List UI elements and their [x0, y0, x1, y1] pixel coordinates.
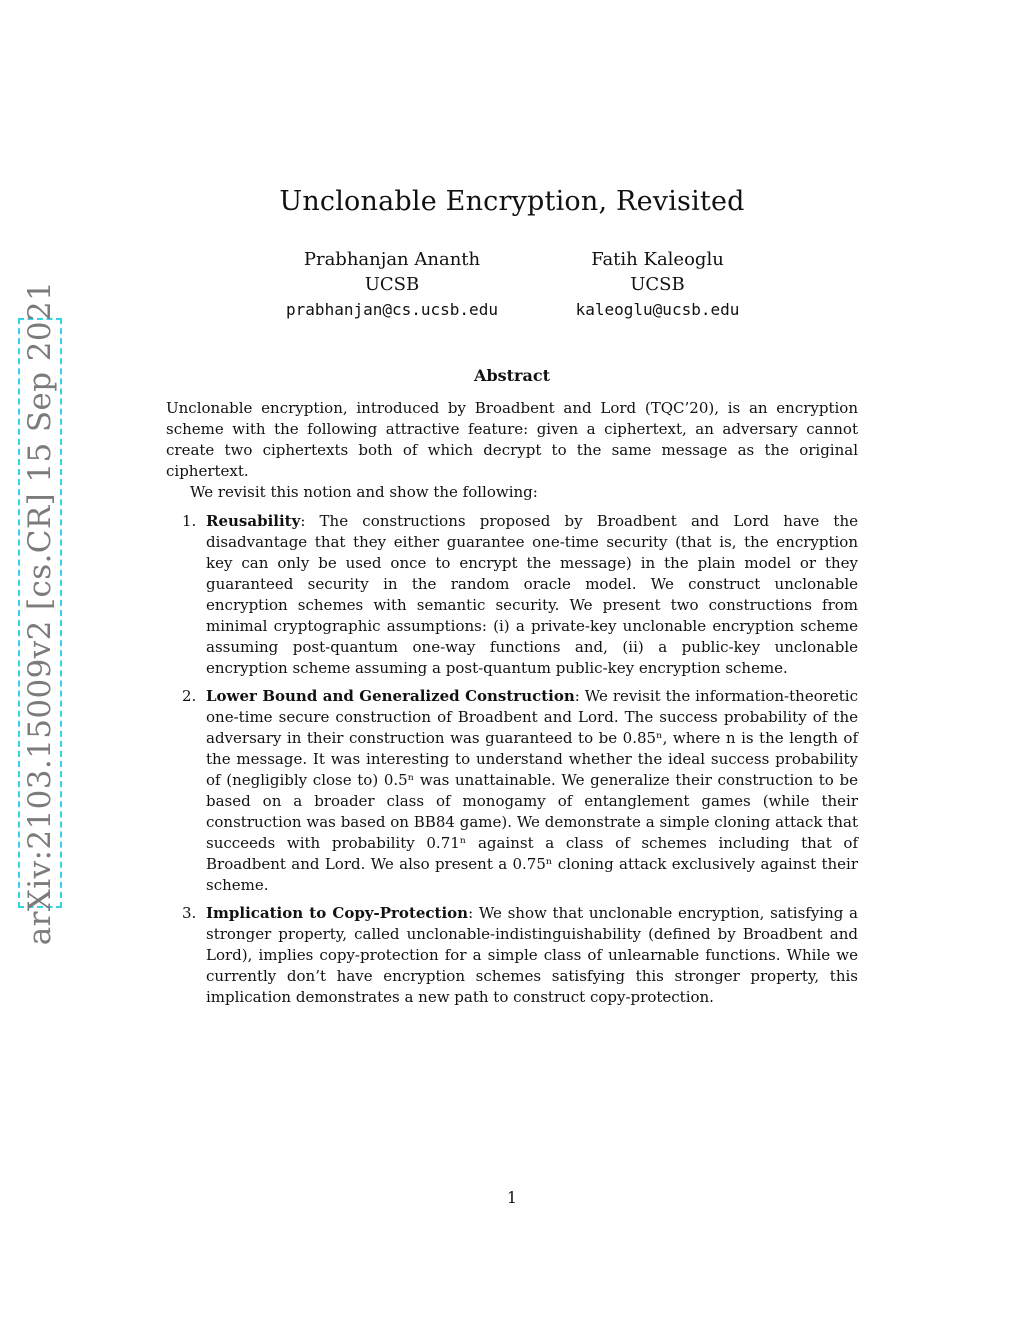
- item-number: 2.: [182, 687, 197, 705]
- paper-title: Unclonable Encryption, Revisited: [279, 186, 745, 217]
- author-email: kaleoglu@ucsb.edu: [575, 300, 740, 319]
- contribution-list: [166, 511, 858, 1008]
- author-affiliation: UCSB: [364, 274, 420, 295]
- item-number: 1.: [182, 512, 197, 530]
- list-item: [166, 903, 858, 1008]
- author-name: Prabhanjan Ananth: [303, 249, 481, 270]
- abstract-lead: We revisit this notion and show the following:: [190, 483, 538, 501]
- abstract-body: [166, 398, 858, 1015]
- list-item: [166, 511, 858, 679]
- list-item: [166, 686, 858, 896]
- author-email: prabhanjan@cs.ucsb.edu: [286, 300, 498, 319]
- item-heading: Lower Bound and Generalized Construction: [206, 687, 575, 705]
- author-block: [262, 247, 522, 322]
- item-heading: Implication to Copy-Protection: [206, 904, 469, 922]
- arxiv-identifier: arXiv:2103.15009v2 [cs.CR] 15 Sep 2021: [22, 280, 58, 946]
- author-name: Fatih Kaleoglu: [591, 249, 724, 270]
- item-body: : The constructions proposed by Broadbent and Lord have the disadvantage that they either guarantee one-time security (that is, the encryption key can only be used once to encrypt the message) in the plain model or they guaranteed security in the random oracle model. We construct unclonable encryption schemes with semantic security. We present two constructions from minimal cryptographic assumptions: (i) a private-key unclonable encryption scheme assuming post-quantum one-way functions and, (ii) a public-key unclonable encryption scheme assuming a post-quantum public-key encryption scheme.: [206, 512, 858, 677]
- author-block: [530, 247, 785, 322]
- item-body: : We revisit the information-theoretic one-time secure construction of Broadbent and Lord. The success probability of the adversary in their construction was guaranteed to be 0.85ⁿ, where n is the length of the message. It was interesting to understand whether the ideal success probability of (negligibly close to) 0.5ⁿ was unattainable. We generalize their construction to be based on a broader class of monogamy of entanglement games (while their construction was based on BB84 game). We demonstrate a simple cloning attack that succeeds with probability 0.71ⁿ against a class of schemes including that of Broadbent and Lord. We also present a 0.75ⁿ cloning attack exclusively against their scheme.: [206, 687, 858, 894]
- abstract-heading: Abstract: [474, 366, 550, 385]
- page-number: 1: [506, 1188, 518, 1207]
- item-number: 3.: [182, 904, 197, 922]
- arxiv-stamp: [18, 280, 62, 946]
- abstract-intro: Unclonable encryption, introduced by Broadbent and Lord (TQC’20), is an encryption scheme with the following attractive feature: given a ciphertext, an adversary cannot create two ciphertexts both of which decrypt to the same message as the original ciphertext.: [166, 399, 858, 480]
- item-heading: Reusability: [206, 512, 301, 530]
- author-affiliation: UCSB: [630, 274, 685, 295]
- item-body: : We show that unclonable encryption, satisfying a stronger property, called unclonable-indistinguishability (defined by Broadbent and Lord), implies copy-protection for a simple class of unlearnable functions. While we currently don’t have encryption schemes satisfying this stronger property, this implication demonstrates a new path to construct copy-protection.: [206, 904, 859, 1006]
